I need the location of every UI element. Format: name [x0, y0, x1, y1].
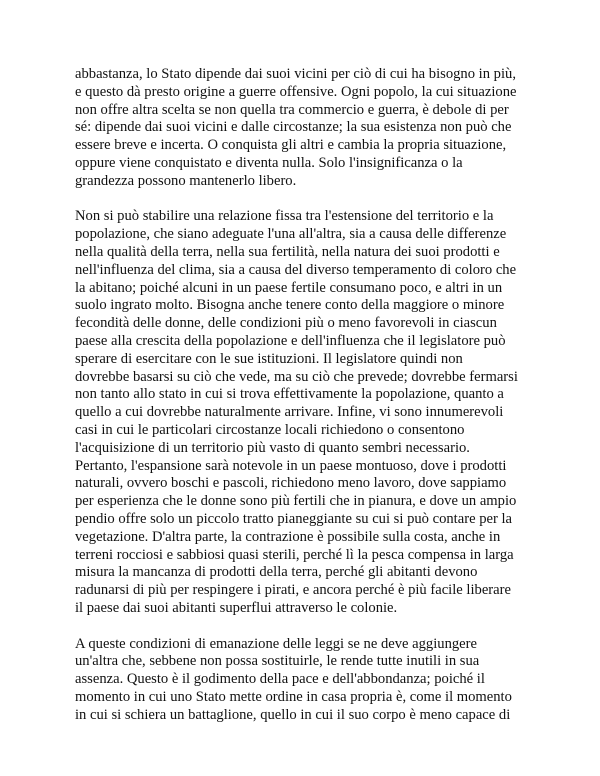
text-line: dovrebbe basarsi su ciò che vede, ma su ciò che prevede; dovrebbe fermarsi: [75, 368, 518, 385]
text-line: Pertanto, l'espansione sarà notevole in un paese montuoso, dove i prodotti: [75, 457, 507, 474]
text-line: vegetazione. D'altra parte, la contrazione è possibile sulla costa, anche in: [75, 528, 501, 545]
text-line: non offre altra scelta se non quella tra commercio e guerra, è debole di per: [75, 101, 509, 118]
text-line: sé: dipende dai suoi vicini e dalle circostanze; la sua esistenza non può che: [75, 119, 512, 136]
text-line: sperare di esercitare con le sue istituzioni. Il legislatore quindi non: [75, 350, 463, 367]
text-line: essere breve e incerta. O conquista gli altri e cambia la propria situazione,: [75, 137, 507, 154]
text-line: nella qualità della terra, nella sua fertilità, nella natura dei suoi prodotti e: [75, 243, 500, 260]
text-line: misura la mancanza di prodotti della terra, perché gli abitanti devono: [75, 564, 478, 581]
paragraph-gap: [75, 191, 543, 209]
text-line: momento in cui uno Stato mette ordine in casa propria è, come il momento: [75, 688, 512, 705]
text-line: nell'influenza del clima, sia a causa del diverso temperamento di coloro che: [75, 261, 517, 278]
document-page: [75, 66, 543, 724]
text-line: pendio offre solo un piccolo tratto pianeggiante su cui si può contare per la: [75, 510, 513, 527]
text-line: naturali, ovvero boschi e pascoli, richiedono meno lavoro, dove sappiamo: [75, 475, 507, 492]
text-line: paese alla crescita della popolazione e dell'influenza che il legislatore può: [75, 332, 506, 349]
text-line: quello a cui dovrebbe naturalmente arrivare. Infine, vi sono innumerevoli: [75, 404, 504, 421]
text-line: radunarsi di più per respingere i pirati, e ancora perché è più facile liberare: [75, 582, 511, 599]
paragraph-gap: [75, 618, 543, 636]
text-line: l'acquisizione di un territorio più vasto di quanto sembri necessario.: [75, 439, 470, 456]
text-line: suolo ingrato molto. Bisogna anche tenere conto della maggiore o minore: [75, 297, 505, 314]
text-line: per esperienza che le donne sono più fertili che in pianura, e dove un ampio: [75, 493, 517, 510]
text-line: assenza. Questo è il godimento della pace e dell'abbondanza; poiché il: [75, 671, 485, 688]
text-line: in cui si schiera un battaglione, quello in cui il suo corpo è meno capace di: [75, 706, 511, 723]
text-line: Non si può stabilire una relazione fissa tra l'estensione del territorio e la: [75, 208, 494, 225]
text-line: non tanto allo stato in cui si trova effettivamente la popolazione, quanto a: [75, 386, 504, 403]
text-line: fecondità delle donne, delle condizioni più o meno favorevoli in ciascun: [75, 315, 497, 332]
text-line: casi in cui le particolari circostanze locali richiedono o consentono: [75, 421, 465, 438]
text-line: terreni rocciosi e sabbiosi quasi sterili, perché lì la pesca compensa in larga: [75, 546, 514, 563]
text-line: la abitano; poiché alcuni in un paese fertile consumano poco, e altri in un: [75, 279, 503, 296]
text-line: grandezza possono mantenerlo libero.: [75, 172, 297, 189]
text-line: oppure viene conquistato e diventa nulla. Solo l'insignificanza o la: [75, 154, 463, 171]
text-line: il paese dai suoi abitanti superflui attraverso le colonie.: [75, 599, 398, 616]
paragraph-2: [75, 208, 543, 617]
text-line: popolazione, che siano adeguate l'una all'altra, sia a causa delle differenze: [75, 226, 507, 243]
paragraph-1: [75, 66, 543, 191]
text-line: A queste condizioni di emanazione delle leggi se ne deve aggiungere: [75, 635, 477, 652]
text-line: un'altra che, sebbene non possa sostituirle, le rende tutte inutili in sua: [75, 653, 480, 670]
text-line: e questo dà presto origine a guerre offensive. Ogni popolo, la cui situazione: [75, 83, 517, 100]
paragraph-3: [75, 636, 543, 725]
text-line: abbastanza, lo Stato dipende dai suoi vicini per ciò di cui ha bisogno in più,: [75, 66, 516, 82]
